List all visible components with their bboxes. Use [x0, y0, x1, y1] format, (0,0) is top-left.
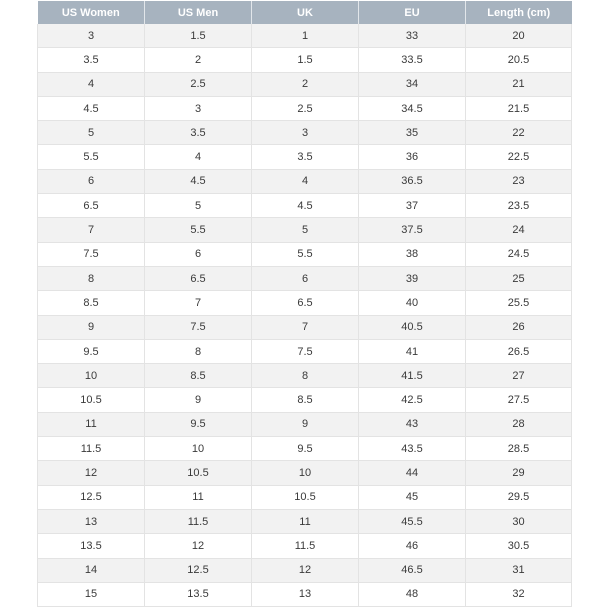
cell-us-men: 7.5 — [145, 315, 252, 339]
cell-length-cm: 25 — [466, 266, 572, 290]
cell-eu: 45 — [359, 485, 466, 509]
table-row — [38, 291, 572, 315]
cell-eu: 45.5 — [359, 509, 466, 533]
header-us-women: US Women — [38, 1, 145, 24]
cell-us-women: 6 — [38, 169, 145, 193]
cell-eu: 43.5 — [359, 437, 466, 461]
table-row — [38, 315, 572, 339]
cell-us-women: 11.5 — [38, 437, 145, 461]
cell-us-men: 2 — [145, 48, 252, 72]
table-row — [38, 364, 572, 388]
table-row — [38, 72, 572, 96]
cell-uk: 1 — [252, 24, 359, 48]
cell-uk: 3 — [252, 121, 359, 145]
cell-uk: 7 — [252, 315, 359, 339]
cell-us-men: 8 — [145, 339, 252, 363]
cell-us-men: 11.5 — [145, 509, 252, 533]
cell-length-cm: 31 — [466, 558, 572, 582]
cell-us-women: 12 — [38, 461, 145, 485]
cell-eu: 38 — [359, 242, 466, 266]
header-uk: UK — [252, 1, 359, 24]
table-row — [38, 437, 572, 461]
cell-us-women: 11 — [38, 412, 145, 436]
table-row — [38, 582, 572, 606]
cell-uk: 6 — [252, 266, 359, 290]
cell-length-cm: 25.5 — [466, 291, 572, 315]
cell-us-women: 15 — [38, 582, 145, 606]
cell-us-men: 2.5 — [145, 72, 252, 96]
header-row — [38, 1, 572, 24]
cell-length-cm: 27 — [466, 364, 572, 388]
cell-us-men: 1.5 — [145, 24, 252, 48]
header-us-men: US Men — [145, 1, 252, 24]
cell-uk: 10.5 — [252, 485, 359, 509]
cell-eu: 48 — [359, 582, 466, 606]
cell-us-women: 13.5 — [38, 534, 145, 558]
cell-uk: 8 — [252, 364, 359, 388]
cell-eu: 43 — [359, 412, 466, 436]
cell-us-women: 8.5 — [38, 291, 145, 315]
cell-us-women: 14 — [38, 558, 145, 582]
cell-us-men: 6 — [145, 242, 252, 266]
cell-uk: 9.5 — [252, 437, 359, 461]
cell-eu: 35 — [359, 121, 466, 145]
cell-uk: 3.5 — [252, 145, 359, 169]
cell-length-cm: 20.5 — [466, 48, 572, 72]
table-row — [38, 121, 572, 145]
cell-us-women: 8 — [38, 266, 145, 290]
cell-length-cm: 26 — [466, 315, 572, 339]
cell-uk: 8.5 — [252, 388, 359, 412]
table-row — [38, 558, 572, 582]
cell-uk: 10 — [252, 461, 359, 485]
cell-eu: 46 — [359, 534, 466, 558]
cell-us-women: 6.5 — [38, 194, 145, 218]
cell-length-cm: 24.5 — [466, 242, 572, 266]
cell-length-cm: 28 — [466, 412, 572, 436]
cell-uk: 12 — [252, 558, 359, 582]
cell-eu: 41.5 — [359, 364, 466, 388]
table-row — [38, 145, 572, 169]
cell-length-cm: 27.5 — [466, 388, 572, 412]
cell-eu: 41 — [359, 339, 466, 363]
cell-us-women: 12.5 — [38, 485, 145, 509]
cell-us-men: 12.5 — [145, 558, 252, 582]
cell-length-cm: 23 — [466, 169, 572, 193]
cell-uk: 7.5 — [252, 339, 359, 363]
table-row — [38, 194, 572, 218]
table-row — [38, 388, 572, 412]
cell-us-men: 10 — [145, 437, 252, 461]
cell-us-women: 5 — [38, 121, 145, 145]
cell-length-cm: 21.5 — [466, 96, 572, 120]
table-header — [38, 1, 572, 24]
cell-eu: 36 — [359, 145, 466, 169]
cell-us-women: 4 — [38, 72, 145, 96]
cell-length-cm: 28.5 — [466, 437, 572, 461]
table-row — [38, 266, 572, 290]
table-row — [38, 169, 572, 193]
table-body — [38, 24, 572, 607]
cell-uk: 11 — [252, 509, 359, 533]
cell-eu: 39 — [359, 266, 466, 290]
cell-us-men: 4 — [145, 145, 252, 169]
cell-us-men: 13.5 — [145, 582, 252, 606]
cell-eu: 40 — [359, 291, 466, 315]
cell-length-cm: 21 — [466, 72, 572, 96]
cell-us-men: 3 — [145, 96, 252, 120]
cell-eu: 46.5 — [359, 558, 466, 582]
cell-us-women: 3.5 — [38, 48, 145, 72]
table-row — [38, 242, 572, 266]
cell-length-cm: 24 — [466, 218, 572, 242]
cell-us-women: 9 — [38, 315, 145, 339]
cell-us-women: 5.5 — [38, 145, 145, 169]
size-chart-table — [37, 1, 572, 607]
table-row — [38, 461, 572, 485]
cell-eu: 44 — [359, 461, 466, 485]
cell-uk: 13 — [252, 582, 359, 606]
header-eu: EU — [359, 1, 466, 24]
cell-us-men: 5.5 — [145, 218, 252, 242]
cell-us-men: 4.5 — [145, 169, 252, 193]
cell-length-cm: 30.5 — [466, 534, 572, 558]
cell-length-cm: 23.5 — [466, 194, 572, 218]
table-row — [38, 412, 572, 436]
cell-eu: 33 — [359, 24, 466, 48]
table-row — [38, 96, 572, 120]
cell-length-cm: 22 — [466, 121, 572, 145]
cell-eu: 36.5 — [359, 169, 466, 193]
cell-eu: 37 — [359, 194, 466, 218]
cell-uk: 4 — [252, 169, 359, 193]
cell-us-men: 11 — [145, 485, 252, 509]
cell-us-men: 7 — [145, 291, 252, 315]
cell-length-cm: 29.5 — [466, 485, 572, 509]
cell-uk: 1.5 — [252, 48, 359, 72]
size-chart-container — [37, 1, 571, 607]
cell-uk: 9 — [252, 412, 359, 436]
cell-eu: 33.5 — [359, 48, 466, 72]
cell-length-cm: 26.5 — [466, 339, 572, 363]
table-row — [38, 48, 572, 72]
cell-eu: 34.5 — [359, 96, 466, 120]
header-length-cm: Length (cm) — [466, 1, 572, 24]
cell-length-cm: 29 — [466, 461, 572, 485]
cell-us-men: 6.5 — [145, 266, 252, 290]
cell-us-women: 13 — [38, 509, 145, 533]
cell-length-cm: 20 — [466, 24, 572, 48]
cell-eu: 37.5 — [359, 218, 466, 242]
table-row — [38, 24, 572, 48]
cell-length-cm: 30 — [466, 509, 572, 533]
table-row — [38, 485, 572, 509]
table-row — [38, 509, 572, 533]
cell-length-cm: 22.5 — [466, 145, 572, 169]
cell-us-women: 10 — [38, 364, 145, 388]
cell-us-women: 9.5 — [38, 339, 145, 363]
cell-uk: 2.5 — [252, 96, 359, 120]
cell-uk: 6.5 — [252, 291, 359, 315]
cell-us-women: 7 — [38, 218, 145, 242]
table-row — [38, 218, 572, 242]
cell-us-men: 3.5 — [145, 121, 252, 145]
cell-us-women: 10.5 — [38, 388, 145, 412]
cell-us-women: 3 — [38, 24, 145, 48]
cell-uk: 5.5 — [252, 242, 359, 266]
cell-uk: 4.5 — [252, 194, 359, 218]
cell-eu: 40.5 — [359, 315, 466, 339]
cell-us-men: 5 — [145, 194, 252, 218]
cell-us-women: 7.5 — [38, 242, 145, 266]
cell-us-men: 8.5 — [145, 364, 252, 388]
cell-us-men: 10.5 — [145, 461, 252, 485]
cell-us-men: 9 — [145, 388, 252, 412]
cell-eu: 42.5 — [359, 388, 466, 412]
table-row — [38, 339, 572, 363]
cell-us-women: 4.5 — [38, 96, 145, 120]
cell-uk: 2 — [252, 72, 359, 96]
cell-length-cm: 32 — [466, 582, 572, 606]
cell-us-men: 9.5 — [145, 412, 252, 436]
cell-uk: 11.5 — [252, 534, 359, 558]
cell-us-men: 12 — [145, 534, 252, 558]
cell-uk: 5 — [252, 218, 359, 242]
cell-eu: 34 — [359, 72, 466, 96]
table-row — [38, 534, 572, 558]
